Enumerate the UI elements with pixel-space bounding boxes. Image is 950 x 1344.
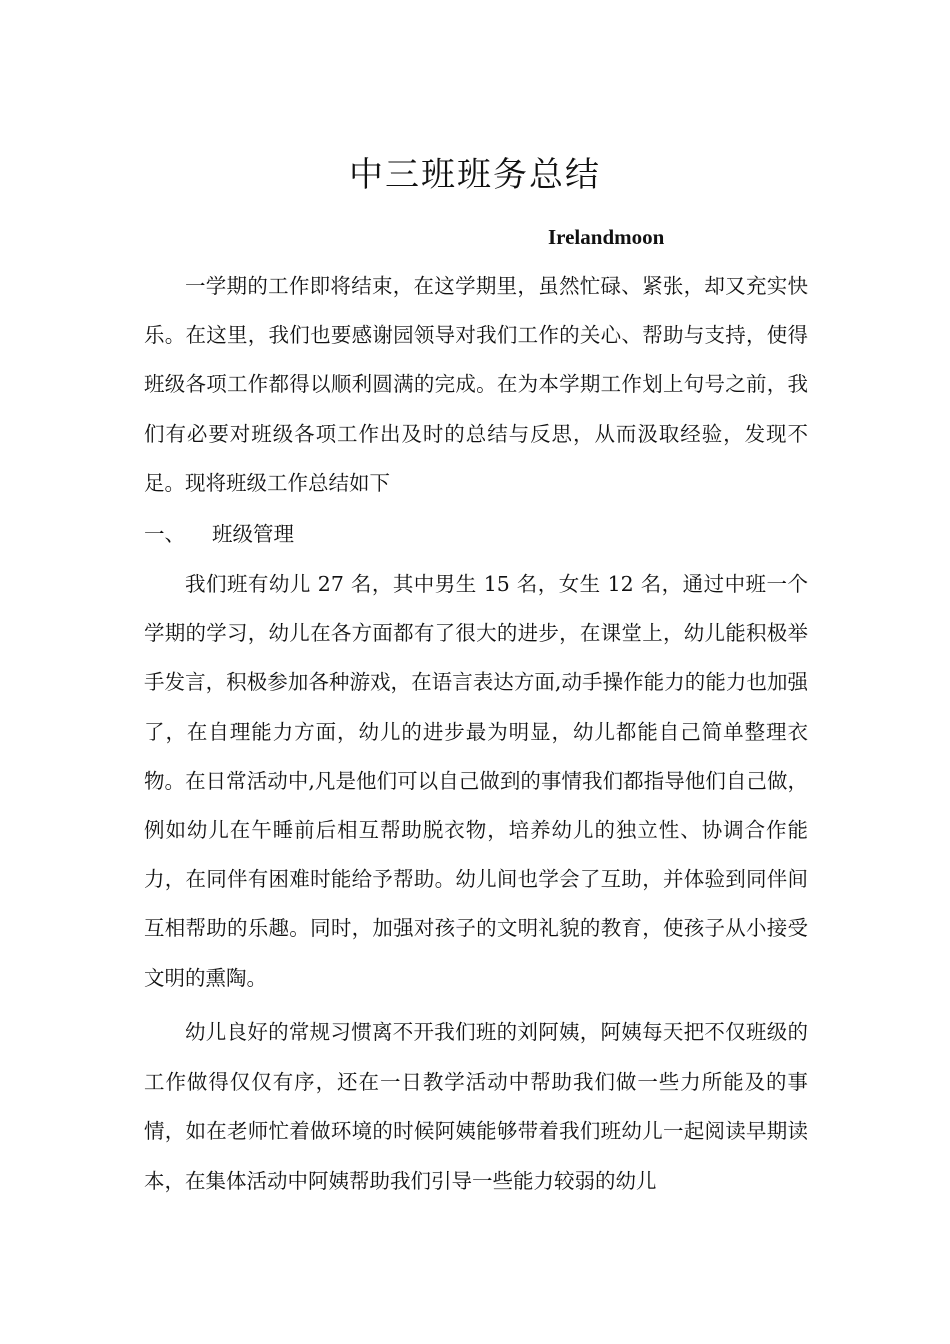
section-heading [144,512,294,556]
document-title: 中三班班务总结 [349,155,601,195]
intro-paragraph: 一学期的工作即将结束，在这学期里，虽然忙碌、紧张，却又充实快乐。在这里，我们也要感谢园领导对我们工作的关心、帮助与支持，使得班级各项工作都得以顺利圆满的完成。在为本学期工作划上句号之前，我们有必要对班级各项工作出及时的总结与反思，从而汲取经验，发现不足。现将班级工作总结如下 [144,274,808,495]
section-title: 班级管理 [212,522,294,546]
assistant-paragraph: 幼儿良好的常规习惯离不开我们班的刘阿姨，阿姨每天把不仅班级的工作做得仅仅有序，还在一日教学活动中帮助我们做一些力所能及的事情，如在老师忙着做环境的时候阿姨能够带着我们班幼儿一起阅读早期读本，在集体活动中阿姨帮助我们引导一些能力较弱的幼儿 [144,1020,808,1193]
section-number: 一、 [144,522,185,546]
class-overview-paragraph: 我们班有幼儿 27 名，其中男生 15 名，女生 12 名，通过中班一个学期的学习，幼儿在各方面都有了很大的进步，在课堂上，幼儿能积极举手发言，积极参加各种游戏，在语言表达方面,动手操作能力的能力也加强了，在自理能力方面，幼儿的进步最为明显，幼儿都能自己简单整理衣物。在日常活动中,凡是他们可以自己做到的事情我们都指导他们自己做，例如幼儿在午睡前后相互帮助脱衣物，培养幼儿的独立性、协调合作能力，在同伴有困难时能给予帮助。幼儿间也学会了互助，并体验到同伴间互相帮助的乐趣。同时，加强对孩子的文明礼貌的教育，使孩子从小接受文明的熏陶。 [144,572,808,990]
document-author: Irelandmoon [548,225,665,249]
